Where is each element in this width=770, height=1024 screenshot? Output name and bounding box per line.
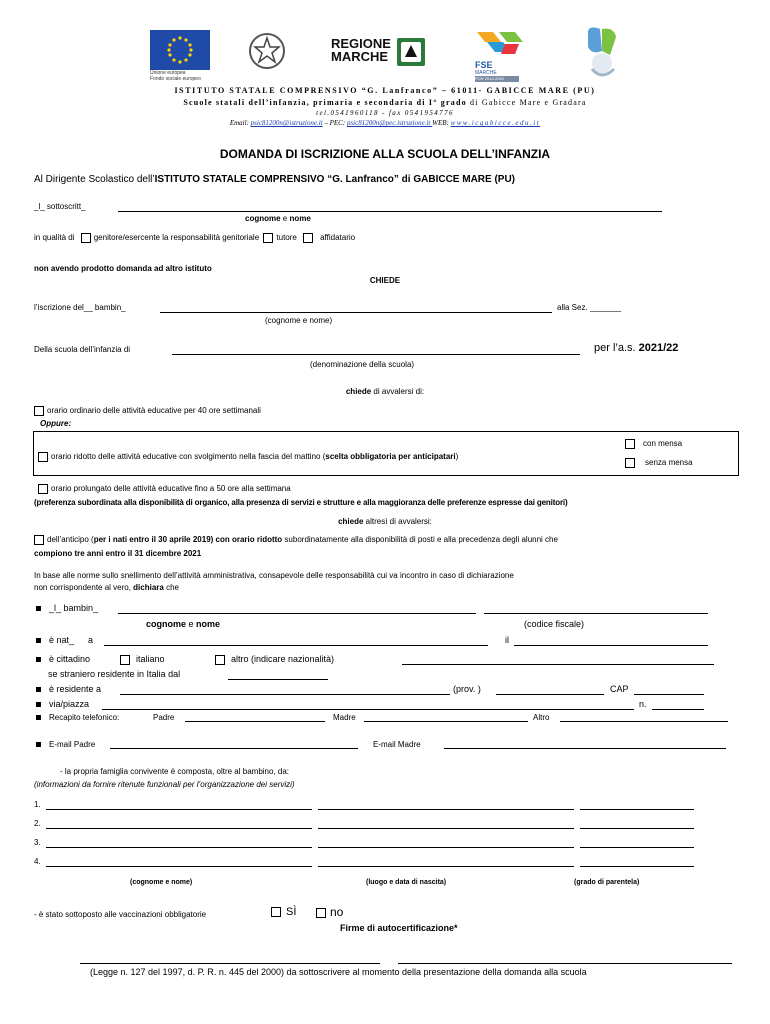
prov-field[interactable] xyxy=(496,694,604,695)
prov-label: (prov. ) xyxy=(453,684,481,694)
genitore-checkbox[interactable] xyxy=(81,233,91,243)
famiglia-3-nome-field[interactable] xyxy=(46,847,312,848)
famiglia-1-nascita-field[interactable] xyxy=(318,809,574,810)
genitore-label: genitore/esercente la responsabilità genitoriale xyxy=(93,233,260,243)
con-mensa-label: con mensa xyxy=(643,439,683,449)
italiano-label: italiano xyxy=(136,654,165,664)
codice-fiscale-caption: (codice fiscale) xyxy=(524,619,585,629)
anno-value: 2021/22 xyxy=(638,342,679,354)
cap-field[interactable] xyxy=(634,694,704,695)
data-nascita-field[interactable] xyxy=(514,645,708,646)
email-padre-label: E-mail Padre xyxy=(49,740,96,749)
alla-sez-label: alla Sez. _______ xyxy=(557,303,622,312)
email-label: Email: xyxy=(229,119,251,127)
bullet-icon xyxy=(36,742,41,747)
nato-a-label: a xyxy=(88,635,94,645)
orario-ordinario-row xyxy=(34,406,261,416)
che-word: che xyxy=(163,583,179,592)
pec-link[interactable]: psic81200n@pec.istruzione.it xyxy=(346,119,433,127)
famiglia-4-nascita-field[interactable] xyxy=(318,866,574,867)
altro-label: altro (indicare nazionalità) xyxy=(231,654,335,664)
orario-prolungato-checkbox[interactable] xyxy=(38,484,48,494)
famiglia-4-nome-field[interactable] xyxy=(46,866,312,867)
padre-tel-field[interactable] xyxy=(185,721,325,722)
chiede-avvalersi xyxy=(0,387,770,396)
dichiara-word: dichiara xyxy=(133,583,164,592)
firma-padre-field[interactable] xyxy=(80,963,380,964)
per-as-label: per l’a.s. xyxy=(594,342,639,354)
via-label: via/piazza xyxy=(49,699,90,709)
chiede-altresi-word: chiede xyxy=(338,517,364,526)
residenza-field[interactable] xyxy=(120,694,450,695)
tutore-checkbox[interactable] xyxy=(263,233,273,243)
famiglia-row-1: 1. xyxy=(34,800,41,809)
via-row xyxy=(36,699,89,709)
legge-note: (Legge n. 127 del 1997, d. P. R. n. 445 del 2000) da sottoscrivere al momento della presentazione della domanda alla scuola xyxy=(90,967,587,977)
famiglia-row-4: 4. xyxy=(34,857,41,866)
chiede-altresi xyxy=(0,517,770,526)
marche-text: MARCHE xyxy=(331,49,389,64)
anno-scolastico xyxy=(594,342,678,354)
col-cognome-caption: (cognome e nome) xyxy=(130,879,193,886)
famiglia-line2: (informazioni da fornire ritenute funzionali per l’organizzazione dei servizi) xyxy=(34,780,295,789)
fse-marche-text: MARCHE xyxy=(475,70,497,76)
email-padre-field[interactable] xyxy=(110,748,358,749)
email-link[interactable]: psic81200n@istruzione.it xyxy=(250,119,323,127)
italiano-option xyxy=(120,654,165,665)
col-luogo-caption: (luogo e data di nascita) xyxy=(366,879,447,886)
madre-tel-label: Madre xyxy=(333,713,356,722)
email-madre-label: E-mail Madre xyxy=(373,740,421,749)
famiglia-3-grado-field[interactable] xyxy=(580,847,694,848)
email-padre-row xyxy=(36,740,95,749)
iscrizione-field[interactable] xyxy=(160,312,552,313)
pec-label: – PEC: xyxy=(322,119,347,127)
famiglia-1-grado-field[interactable] xyxy=(580,809,694,810)
tutore-label: tutore xyxy=(276,233,297,243)
chiede-heading: CHIEDE xyxy=(369,276,401,285)
chiede-word: chiede xyxy=(345,387,372,396)
firma-madre-field[interactable] xyxy=(398,963,732,964)
famiglia-row-3: 3. xyxy=(34,838,41,847)
bambino-label: _l_ bambin_ xyxy=(49,603,99,613)
non-avendo-text: non avendo prodotto domanda ad altro istituto xyxy=(34,264,212,273)
bullet-icon xyxy=(36,715,41,720)
nato-row xyxy=(36,635,93,645)
bullet-icon xyxy=(36,657,41,662)
orario-ridotto-label: orario ridotto delle attività educative con svolgimento nella fascia del mattino ( xyxy=(51,452,326,462)
nato-label: è nat_ xyxy=(49,635,75,645)
fse-arrows-icon xyxy=(475,28,523,58)
della-scuola-label: Della scuola dell’infanzia di xyxy=(34,345,131,354)
e-text: e xyxy=(186,619,197,629)
bambino-row xyxy=(36,603,98,613)
orario-prolungato-row xyxy=(38,484,291,494)
school-subtitle xyxy=(0,98,770,107)
recapito-label: Recapito telefonico: xyxy=(49,713,120,722)
anticipo-text: dell’anticipo ( xyxy=(47,535,94,545)
qualita-row xyxy=(34,233,355,243)
bambino-name-field[interactable] xyxy=(118,613,476,614)
anticipo-bold: per i nati entro il 30 aprile 2019) con orario ridotto xyxy=(93,535,283,545)
addressee-school: ISTITUTO STATALE COMPRENSIVO “G. Lanfranco” di GABICCE MARE (PU) xyxy=(154,174,516,185)
affidatario-label: affidatario xyxy=(320,233,356,243)
bambino-name-caption xyxy=(146,619,220,629)
bullet-icon xyxy=(36,702,41,707)
oppure-label: Oppure: xyxy=(40,419,72,428)
famiglia-line1: - la propria famiglia convivente è composta, oltre al bambino, da: xyxy=(60,767,290,776)
nazionalita-field[interactable] xyxy=(402,664,714,665)
email-madre-field[interactable] xyxy=(444,748,726,749)
cittadino-row xyxy=(36,654,90,664)
firme-heading: Firme di autocertificazione* xyxy=(340,923,458,933)
con-mensa-row xyxy=(625,439,682,449)
affidatario-checkbox[interactable] xyxy=(303,233,313,243)
cittadino-label: è cittadino xyxy=(49,654,91,664)
residente-row xyxy=(36,684,101,694)
famiglia-2-nome-field[interactable] xyxy=(46,828,312,829)
qualita-label: in qualità di xyxy=(34,233,75,243)
no-checkbox[interactable] xyxy=(316,908,326,918)
senza-mensa-checkbox[interactable] xyxy=(625,458,635,468)
straniero-field[interactable] xyxy=(228,679,328,680)
cap-label: CAP xyxy=(610,684,629,694)
addressee-prefix: Al Dirigente Scolastico dell’ xyxy=(34,174,155,185)
numero-label: n. xyxy=(639,699,647,709)
famiglia-2-grado-field[interactable] xyxy=(580,828,694,829)
famiglia-3-nascita-field[interactable] xyxy=(318,847,574,848)
form-title: DOMANDA DI ISCRIZIONE ALLA SCUOLA DELL’INFANZIA xyxy=(219,147,551,161)
sottoscritto-label: _l_ sottoscritt_ xyxy=(34,202,86,211)
web-link[interactable]: www.icgabicce.edu.it xyxy=(450,119,541,127)
orario-ridotto-checkbox[interactable] xyxy=(38,452,48,462)
preferenza-text: (preferenza subordinata alla disponibilità di organico, alla presenza di servizi e strutture e alla maggioranza delle preferenze espresse dai genitori) xyxy=(34,498,568,507)
fse-por-text: POR 2014-2020 xyxy=(475,76,519,82)
famiglia-row-2: 2. xyxy=(34,819,41,828)
senza-mensa-label: senza mensa xyxy=(645,458,693,468)
in-base-text: non corrispondente al vero, xyxy=(34,583,134,592)
altresi-text: altresì di avvalersi: xyxy=(363,517,432,526)
anticipo-rest: subordinatamente alla disponibilità di posti e alla precedenza degli alunni che xyxy=(282,535,558,545)
nome-word: nome xyxy=(289,214,311,223)
denominazione-caption: (denominazione della scuola) xyxy=(310,360,415,369)
obbligatoria-label: scelta obbligatoria per anticipatari xyxy=(325,452,456,462)
orario-prolungato-label: orario prolungato delle attività educative fino a 50 ore alla settimana xyxy=(51,484,291,494)
nome-bold: nome xyxy=(196,619,221,629)
school-name: ISTITUTO STATALE COMPRENSIVO “G. Lanfranco” – 61011- GABICCE MARE (PU) xyxy=(174,86,596,95)
regione-marche-logo xyxy=(331,37,426,67)
no-option xyxy=(316,905,343,919)
via-field[interactable] xyxy=(102,709,634,710)
iscrizione-caption: (cognome e nome) xyxy=(265,316,333,325)
il-label: il xyxy=(505,635,509,645)
school-subtitle-bold: Scuole statali dell’infanzia, primaria e secondaria di I° grado xyxy=(183,98,467,107)
emblem-icon xyxy=(247,30,287,72)
altro-tel-label: Altro xyxy=(533,713,550,722)
school-emblem-icon xyxy=(580,25,624,85)
straniero-label: se straniero residente in Italia dal xyxy=(48,669,181,679)
bullet-icon xyxy=(36,606,41,611)
school-tel: tel.0541960118 - fax 0541954776 xyxy=(316,109,454,117)
senza-mensa-row xyxy=(625,458,693,468)
school-logo xyxy=(580,25,624,88)
altro-tel-field[interactable] xyxy=(560,721,728,722)
con-mensa-checkbox[interactable] xyxy=(625,439,635,449)
padre-tel-label: Padre xyxy=(153,713,175,722)
orario-ordinario-label: orario ordinario delle attività educative per 40 ore settimanali xyxy=(47,406,261,416)
in-base-line2 xyxy=(34,583,179,592)
famiglia-1-nome-field[interactable] xyxy=(46,809,312,810)
avvalersi-text: di avvalersi di: xyxy=(371,387,425,396)
vaccinazioni-label: - è stato sottoposto alle vaccinazioni obbligatorie xyxy=(34,910,207,919)
orario-ridotto-row xyxy=(38,452,458,462)
anticipo-line2: compiono tre anni entro il 31 dicembre 2021 xyxy=(34,549,202,558)
italian-emblem-logo xyxy=(247,30,287,75)
iscrizione-label: l’iscrizione del__ bambin_ xyxy=(34,303,126,312)
famiglia-4-grado-field[interactable] xyxy=(580,866,694,867)
col-grado-caption: (grado di parentela) xyxy=(574,879,640,886)
si-label: SÌ xyxy=(286,906,297,918)
school-subtitle-rest: di Gabicce Mare e Gradara xyxy=(466,98,587,107)
madre-tel-field[interactable] xyxy=(364,721,528,722)
scuola-field[interactable] xyxy=(172,354,580,355)
fse-text: FSE xyxy=(475,60,493,70)
bullet-icon xyxy=(36,687,41,692)
cognome-word: cognome xyxy=(245,214,281,223)
si-checkbox[interactable] xyxy=(271,907,281,917)
sottoscritto-field[interactable] xyxy=(118,211,662,212)
eu-flag-icon xyxy=(150,30,210,70)
luogo-nascita-field[interactable] xyxy=(104,645,488,646)
cognome-nome-caption xyxy=(245,214,311,223)
anticipo-row xyxy=(34,535,558,545)
e-word: e xyxy=(280,214,290,223)
regione-marche-emblem-icon xyxy=(396,37,426,67)
italiano-checkbox[interactable] xyxy=(120,655,130,665)
residente-label: è residente a xyxy=(49,684,102,694)
in-base-line1: In base alle norme sullo snellimento dell’attività amministrativa, consapevole delle responsabilità cui va incontro in caso di dichiarazione xyxy=(34,571,514,580)
anticipo-checkbox[interactable] xyxy=(34,535,44,545)
bullet-icon xyxy=(36,638,41,643)
altro-option xyxy=(215,654,334,665)
fse-marche-logo xyxy=(475,28,525,84)
eu-caption: Unione europea Fondo sociale europeo xyxy=(150,70,201,82)
orario-ordinario-checkbox[interactable] xyxy=(34,406,44,416)
numero-field[interactable] xyxy=(652,709,704,710)
web-label: WEB: xyxy=(432,119,451,127)
si-option xyxy=(271,906,296,918)
recapito-row xyxy=(36,713,119,722)
no-label: no xyxy=(330,905,344,919)
paren-close: ) xyxy=(455,452,459,462)
altro-checkbox[interactable] xyxy=(215,655,225,665)
codice-fiscale-field[interactable] xyxy=(484,613,708,614)
famiglia-2-nascita-field[interactable] xyxy=(318,828,574,829)
cognome-bold: cognome xyxy=(146,619,187,629)
addressee xyxy=(34,174,515,185)
school-contacts xyxy=(0,119,770,127)
regione-text: REGIONE xyxy=(331,36,391,51)
